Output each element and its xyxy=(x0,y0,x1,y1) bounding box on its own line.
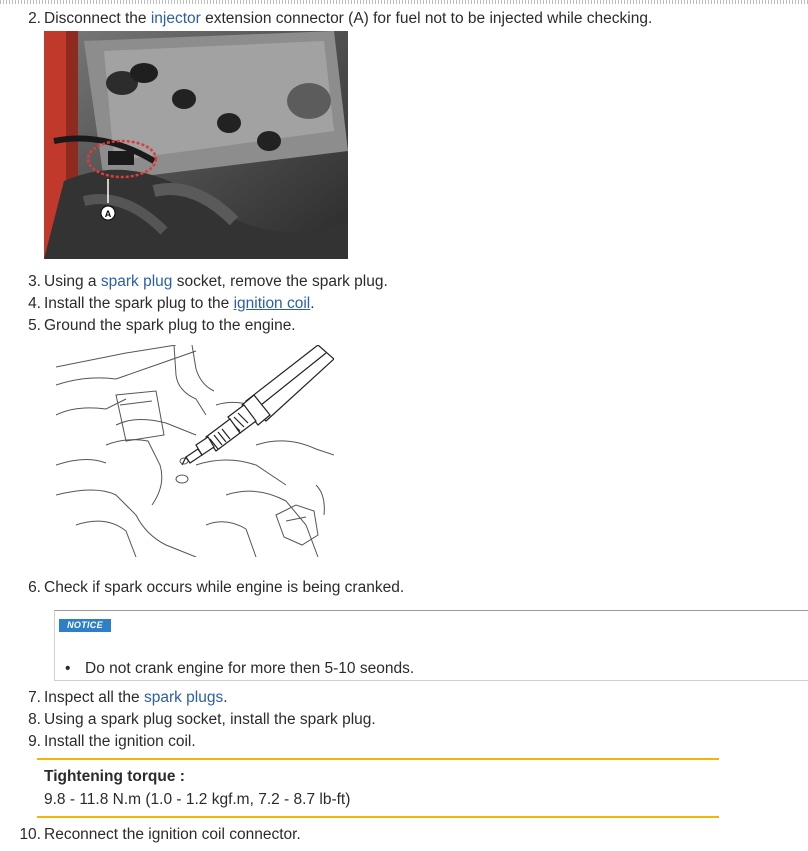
notice-badge: NOTICE xyxy=(59,619,111,632)
step-text: Using a spark plug socket, remove the spark plug. xyxy=(44,273,388,290)
step-number: 6. xyxy=(28,579,41,596)
torque-bottom-rule xyxy=(37,816,719,818)
step-number: 4. xyxy=(28,295,41,312)
step-number: 8. xyxy=(28,711,41,728)
step-number: 5. xyxy=(28,317,41,334)
injector-connector-photo xyxy=(44,31,348,259)
step-text: Ground the spark plug to the engine. xyxy=(44,317,296,334)
step-8 xyxy=(0,709,808,731)
ignition-coil-link[interactable]: ignition coil xyxy=(233,295,311,312)
step-5 xyxy=(0,315,808,337)
step-text: Reconnect the ignition coil connector. xyxy=(44,826,301,843)
step-text: Install the spark plug to the ignition coil. xyxy=(44,295,315,312)
step-7 xyxy=(0,687,808,709)
step-number: 3. xyxy=(28,273,41,290)
spark-plug-link[interactable]: spark plug xyxy=(100,273,173,290)
step-number: 7. xyxy=(28,689,41,706)
bullet-icon: • xyxy=(65,660,71,677)
step-6 xyxy=(0,577,808,599)
engine-photo-illustration xyxy=(44,31,348,259)
notice-item xyxy=(65,658,415,680)
notice-item-text: Do not crank engine for more then 5-10 seonds. xyxy=(85,660,415,677)
step-number: 9. xyxy=(28,733,41,750)
step-number: 2. xyxy=(28,10,41,27)
spark-plugs-link[interactable]: spark plugs xyxy=(143,689,224,706)
step-2 xyxy=(0,8,808,30)
tightening-torque-title: Tightening torque : xyxy=(44,768,185,785)
callout-a-label: A xyxy=(104,209,112,219)
step-4 xyxy=(0,293,808,315)
spark-plug-ground-diagram xyxy=(56,345,334,557)
step-9 xyxy=(0,731,808,753)
top-divider xyxy=(0,0,808,4)
step-3 xyxy=(0,271,808,293)
notice-box xyxy=(54,610,808,681)
step-text: Inspect all the spark plugs. xyxy=(44,689,228,706)
torque-top-rule xyxy=(37,758,719,760)
step-text: Using a spark plug socket, install the spark plug. xyxy=(44,711,376,728)
step-text: Disconnect the injector extension connector (A) for fuel not to be injected while checking. xyxy=(44,10,653,27)
tightening-torque-value: 9.8 - 11.8 N.m (1.0 - 1.2 kgf.m, 7.2 - 8.7 lb-ft) xyxy=(44,791,351,808)
step-text: Install the ignition coil. xyxy=(44,733,196,750)
injector-link[interactable]: injector xyxy=(150,10,201,27)
step-number: 10. xyxy=(19,826,41,843)
step-10 xyxy=(0,824,808,846)
step-text: Check if spark occurs while engine is being cranked. xyxy=(44,579,405,596)
